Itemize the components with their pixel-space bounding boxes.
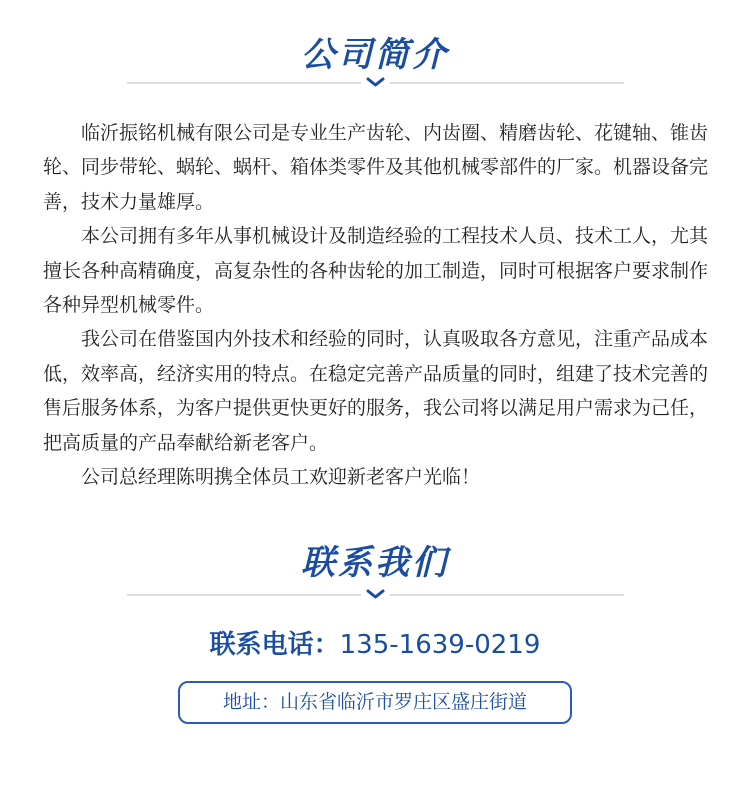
intro-paragraph: 公司总经理陈明携全体员工欢迎新老客户光临！ [81, 466, 481, 489]
contact-title: 联系我们 [301, 543, 449, 583]
phone-number[interactable]: 135-1639-0219 [339, 630, 541, 660]
chevron-down-icon [368, 591, 383, 597]
contact-divider [127, 588, 624, 604]
intro-paragraph: 临沂振铭机械有限公司是专业生产齿轮、内齿圈、精磨齿轮、花键轴、锥齿轮、同步带轮、蜗轮、蜗杆、箱体类零件及其他机械零部件的厂家。机器设备完善，技术力量雄厚。 [43, 122, 709, 213]
intro-paragraph: 我公司在借鉴国内外技术和经验的同时，认真吸取各方意见，注重产品成本低，效率高，经济实用的特点。在稳定完善产品质量的同时，组建了技术完善的售后服务体系，为客户提供更快更好的服务，我公司将以满足用户需求为己任，把高质量的产品奉献给新老客户。 [43, 328, 709, 454]
intro-divider [127, 76, 624, 92]
address-box [178, 681, 572, 724]
intro-title: 公司简介 [301, 35, 449, 75]
phone-label: 联系电话： [209, 630, 340, 660]
address-text: 地址：山东省临沂市罗庄区盛庄街道 [222, 691, 527, 713]
intro-body [43, 116, 708, 494]
chevron-down-icon [368, 79, 383, 85]
phone-line [0, 624, 750, 661]
intro-paragraph: 本公司拥有多年从事机械设计及制造经验的工程技术人员、技术工人，尤其擅长各种高精确度，高复杂性的各种齿轮的加工制造，同时可根据客户要求制作各种异型机械零件。 [43, 225, 709, 317]
